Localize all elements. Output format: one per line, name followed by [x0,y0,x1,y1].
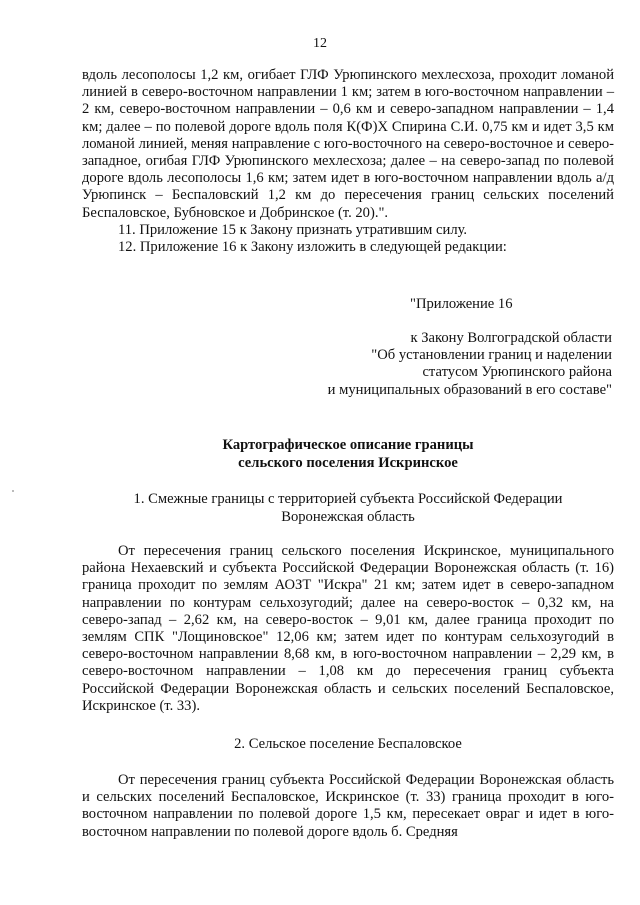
appendix-line-1: к Закону Волгоградской области [410,330,612,346]
paragraph-continuation: вдоль лесополосы 1,2 км, огибает ГЛФ Урюпинского мехлесхоза, проходит ломаной линией в северо-восточном направлении 1 км; затем в юго-восточном направлении – 2 км, северо-восточном направлении – 0,6 км и северо-западном направлении – 1,4 км; далее – по полевой дороге вдоль поля К(Ф)Х Спирина С.И. 0,75 км и идет 3,5 км ломаной линией, меняя направление с юго-восточного на северо-восточное и северо-западное, огибая ГЛФ Урюпинского мехлесхоза; далее – на северо-запад по полевой дороге вдоль лесополосы 1,6 км; затем идет в юго-восточном направлении вдоль а/д Урюпинск – Беспаловский 1,2 км до пересечения границ сельских поселений Беспаловское, Бубновское и Добринское (т. 20).". [82,67,614,221]
document-heading [82,436,614,472]
list-item-12: 12. Приложение 16 к Закону изложить в следующей редакции: [118,239,507,256]
appendix-line-2: "Об установлении границ и наделении [371,347,612,364]
scan-mark [12,490,14,492]
appendix-line-4: и муниципальных образований в его составе" [327,381,612,398]
heading-line-1: Картографическое описание границы [222,437,474,453]
appendix-title: "Приложение 16 [410,296,513,312]
heading-line-2: сельского поселения Искринское [238,455,458,471]
appendix-line-3: статусом Урюпинского района [422,364,612,381]
section-1-line-2: Воронежская область [281,509,415,525]
text-block-top [82,67,614,256]
section-2-heading: 2. Сельское поселение Беспаловское [234,736,462,752]
page-number: 12 [313,36,327,51]
section-2-paragraph: От пересечения границ субъекта Российской Федерации Воронежская область и сельских поселений Беспаловское, Искринское (т. 33) граница проходит в юго-восточном направлении по полевой дороге 1,5 км, пересекает овраг и идет в юго-восточном направлении по полевой дороге вдоль б. Средняя [82,772,614,840]
section-2-text [82,772,614,841]
section-1-text [82,543,614,715]
list-item-11: 11. Приложение 15 к Закону признать утратившим силу. [118,221,468,238]
appendix-reference [232,330,612,399]
section-1-line-1: 1. Смежные границы с территорией субъекта Российской Федерации [133,491,563,507]
section-1-heading [82,490,614,526]
section-1-paragraph: От пересечения границ сельского поселения Искринское, муниципального района Нехаевский и субъекта Российской Федерации Воронежская область (т. 16) граница проходит по землям АОЗТ "Искра" 21 км; затем идет в северо-западном направлении по контурам сельхозугодий; далее на северо-восток – 0,32 км, на северо-запад – 2,62 км, на северо-восток – 9,01 км, далее граница проходит по землям СПК "Лощиновское" 12,06 км; затем идет по контурам сельхозугодий в северо-восточном направлении 8,68 км, в юго-восточном направлении – 2,29 км, в северо-восточном направлении – 1,08 км до пересечения границ субъекта Российской Федерации Воронежская область и сельских поселений Беспаловское, Искринское (т. 33). [82,543,614,714]
